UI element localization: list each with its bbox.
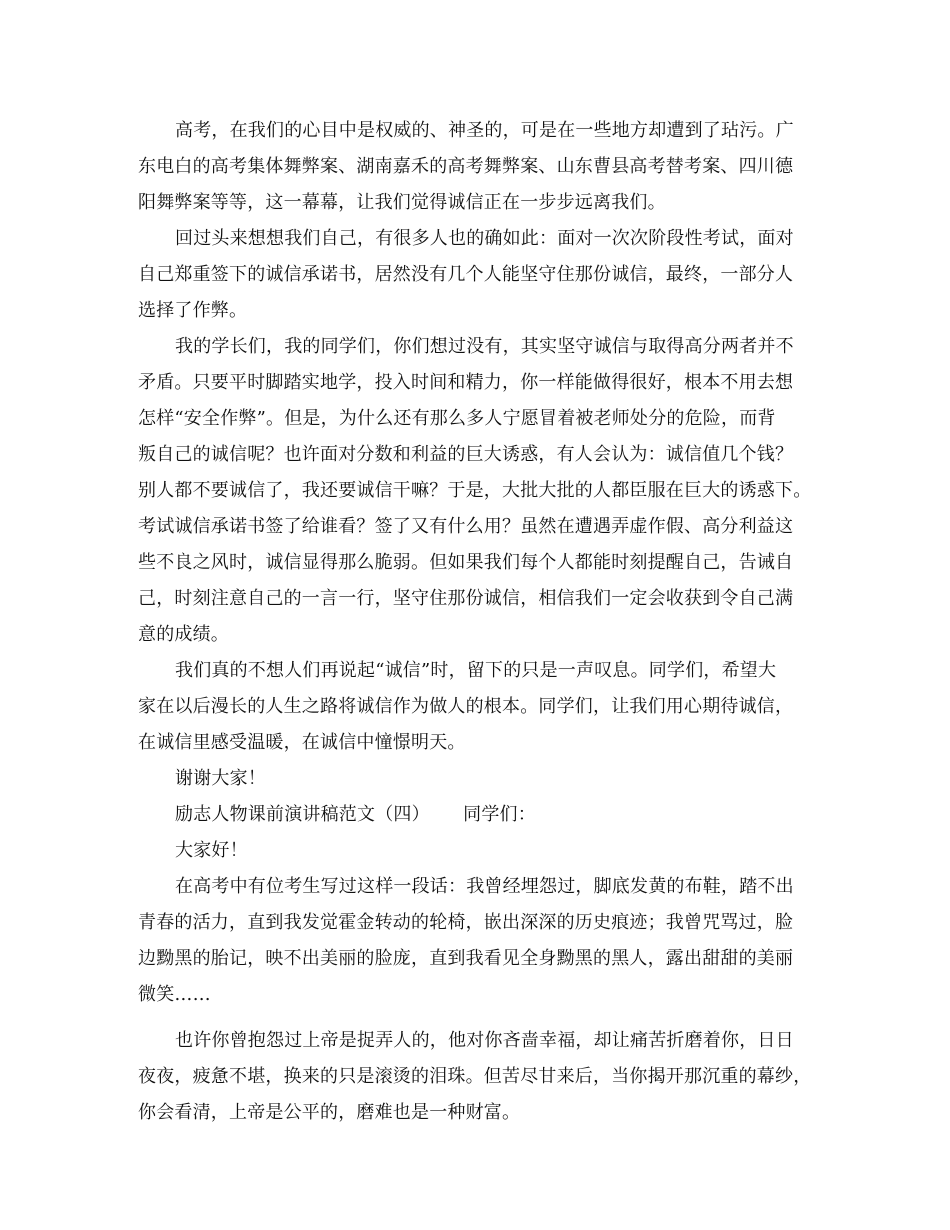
paragraph-1-line-2: 东电白的高考集体舞弊案、湖南嘉禾的高考舞弊案、山东曹县高考替考案、四川德	[138, 156, 794, 177]
paragraph-1-line-1: 高考，在我们的心目中是权威的、神圣的，可是在一些地方却遭到了玷污。广	[175, 120, 794, 141]
paragraph-5-line-1: 谢谢大家！	[175, 768, 266, 789]
paragraph-8-line-1: 在高考中有位考生写过这样一段话：我曾经埋怨过，脚底发黄的布鞋，踏不出	[175, 876, 794, 897]
paragraph-1-line-3: 阳舞弊案等等，这一幕幕，让我们觉得诚信正在一步步远离我们。	[138, 192, 666, 213]
paragraph-3-line-7: 些不良之风时，诚信显得那么脆弱。但如果我们每个人都能时刻提醒自己，告诫自	[138, 552, 794, 573]
paragraph-2-line-1: 回过头来想想我们自己，有很多人也的确如此：面对一次次阶段性考试，面对	[175, 228, 794, 249]
paragraph-8-line-4: 微笑……	[138, 984, 211, 1005]
paragraph-3-line-5: 别人都不要诚信了，我还要诚信干嘛？于是，大批大批的人都臣服在巨大的诱惑下。	[138, 480, 812, 501]
paragraph-3-line-9: 意的成绩。	[138, 624, 229, 645]
paragraph-4-line-3: 在诚信里感受温暖，在诚信中憧憬明天。	[138, 732, 466, 753]
paragraph-4-line-1: 我们真的不想人们再说起“诚信”时，留下的只是一声叹息。同学们，希望大	[175, 660, 777, 681]
paragraph-4-line-2: 家在以后漫长的人生之路将诚信作为做人的根本。同学们，让我们用心期待诚信，	[138, 696, 794, 717]
paragraph-2-line-3: 选择了作弊。	[138, 300, 248, 321]
paragraph-3-line-2: 矛盾。只要平时脚踏实地学，投入时间和精力，你一样能做得很好，根本不用去想	[138, 372, 794, 393]
paragraph-8-line-2: 青春的活力，直到我发觉霍金转动的轮椅，嵌出深深的历史痕迹；我曾咒骂过，脸	[138, 912, 794, 933]
paragraph-3-line-6: 考试诚信承诺书签了给谁看？签了又有什么用？虽然在遭遇弄虚作假、高分利益这	[138, 516, 794, 537]
paragraph-3-line-8: 己，时刻注意自己的一言一行，坚守住那份诚信，相信我们一定会收获到令自己满	[138, 588, 794, 609]
greeting: 大家好！	[175, 840, 248, 861]
paragraph-3-line-3: 怎样“安全作弊”。但是，为什么还有那么多人宁愿冒着被老师处分的危险，而背	[138, 408, 776, 429]
paragraph-9-line-2: 夜夜，疲惫不堪，换来的只是滚烫的泪珠。但苦尽甘来后，当你揭开那沉重的幕纱，	[138, 1066, 812, 1087]
paragraph-3-line-1: 我的学长们，我的同学们，你们想过没有，其实坚守诚信与取得高分两者并不	[175, 336, 794, 357]
paragraph-2-line-2: 自己郑重签下的诚信承诺书，居然没有几个人能坚守住那份诚信，最终，一部分人	[138, 264, 794, 285]
document-body	[138, 0, 828, 1230]
paragraph-8-line-3: 边黝黑的胎记，映不出美丽的脸庞，直到我看见全身黝黑的黑人，露出甜甜的美丽	[138, 948, 794, 969]
section-heading: 励志人物课前演讲稿范文（四） 同学们：	[175, 804, 536, 825]
paragraph-3-line-4: 叛自己的诚信呢？也许面对分数和利益的巨大诱惑，有人会认为：诚信值几个钱？	[138, 444, 794, 465]
paragraph-9-line-1: 也许你曾抱怨过上帝是捉弄人的，他对你吝啬幸福，却让痛苦折磨着你，日日	[175, 1030, 794, 1051]
paragraph-9-line-3: 你会看清，上帝是公平的，磨难也是一种财富。	[138, 1102, 521, 1123]
